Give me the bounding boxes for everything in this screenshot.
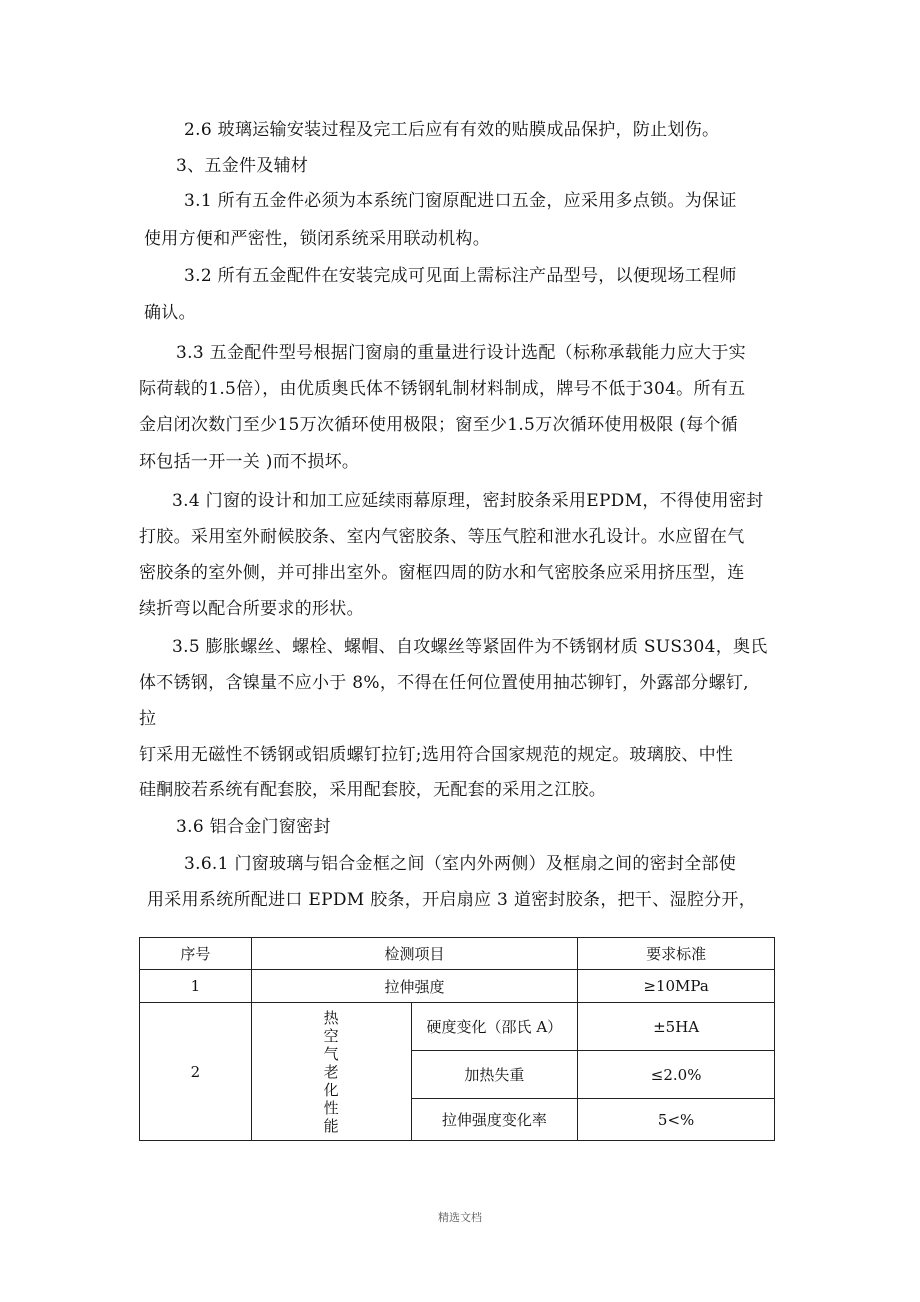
paragraph-line: 金启闭次数门至少15万次循环使用极限；窗至少1.5万次循环使用极限 (每个循	[139, 415, 739, 435]
paragraph-line: 续折弯以配合所要求的形状。	[139, 599, 364, 619]
paragraph-line: 确认。	[144, 303, 196, 323]
paragraph-line: 体不锈钢，含镍量不应小于 8%，不得在任何位置使用抽芯铆钉，外露部分螺钉,	[139, 673, 749, 693]
cell-subitem: 加热失重	[411, 1051, 578, 1099]
paragraph-line: 际荷载的1.5倍），由优质奥氏体不锈钢轧制材料制成，牌号不低于304。所有五	[139, 379, 746, 399]
paragraph-line: 钉采用无磁性不锈钢或铝质螺钉拉钉;选用符合国家规范的规定。玻璃胶、中性	[139, 745, 734, 765]
spec-table	[139, 937, 775, 1141]
cell-subitem: 硬度变化（邵氏 A）	[411, 1003, 578, 1051]
paragraph-line: 3.1 所有五金件必须为本系统门窗原配进口五金，应采用多点锁。为保证	[184, 191, 737, 211]
cell-subitem: 拉伸强度变化率	[411, 1099, 578, 1141]
cell-standard: 5<%	[578, 1099, 775, 1141]
table-header-row	[140, 938, 775, 970]
page-footer: 精选文档	[438, 1211, 482, 1224]
cell-standard: ≤2.0%	[578, 1051, 775, 1099]
paragraph-line: 2.6 玻璃运输安装过程及完工后应有有效的贴膜成品保护，防止划伤。	[184, 120, 720, 140]
table-row	[140, 1003, 775, 1051]
cell-standard: ≥10MPa	[578, 970, 775, 1003]
paragraph-line: 3.6.1 门窗玻璃与铝合金框之间（室内外两侧）及框扇之间的密封全部使	[184, 854, 737, 874]
paragraph-line: 3.2 所有五金配件在安装完成可见面上需标注产品型号，以便现场工程师	[184, 266, 737, 286]
paragraph-line: 密胶条的室外侧，并可排出室外。窗框四周的防水和气密胶条应采用挤压型，连	[139, 563, 745, 583]
cell-item: 拉伸强度	[251, 970, 577, 1003]
header-cell-no: 序号	[140, 938, 252, 970]
cell-no: 2	[140, 1003, 252, 1141]
paragraph-line: 拉	[139, 709, 157, 729]
table-row	[140, 970, 775, 1003]
paragraph-line: 硅酮胶若系统有配套胶，采用配套胶，无配套的采用之江胶。	[139, 780, 607, 800]
paragraph-line: 3.4 门窗的设计和加工应延续雨幕原理，密封胶条采用EPDM，不得使用密封	[172, 491, 764, 511]
cell-standard: ±5HA	[578, 1003, 775, 1051]
paragraph-line: 环包括一开一关 )而不损坏。	[139, 452, 360, 472]
paragraph-line: 打胶。采用室外耐候胶条、室内气密胶条、等压气腔和泄水孔设计。水应留在气	[139, 527, 745, 547]
header-cell-item: 检测项目	[251, 938, 577, 970]
paragraph-line: 3.5 膨胀螺丝、螺栓、螺帽、自攻螺丝等紧固件为不锈钢材质 SUS304，奥氏	[172, 637, 768, 657]
paragraph-line: 3.3 五金配件型号根据门窗扇的重量进行设计选配（标称承载能力应大于实	[176, 343, 746, 363]
section-heading: 3.6 铝合金门窗密封	[176, 817, 331, 837]
section-heading: 3、五金件及辅材	[176, 156, 309, 176]
paragraph-line: 用采用系统所配进口 EPDM 胶条，开启扇应 3 道密封胶条，把干、湿腔分开，	[147, 890, 757, 910]
cell-group	[251, 1003, 411, 1141]
cell-no: 1	[140, 970, 252, 1003]
group-label-vertical: 热空气老化性能	[323, 1008, 339, 1135]
header-cell-standard: 要求标准	[578, 938, 775, 970]
paragraph-line: 使用方便和严密性，锁闭系统采用联动机构。	[144, 229, 490, 249]
